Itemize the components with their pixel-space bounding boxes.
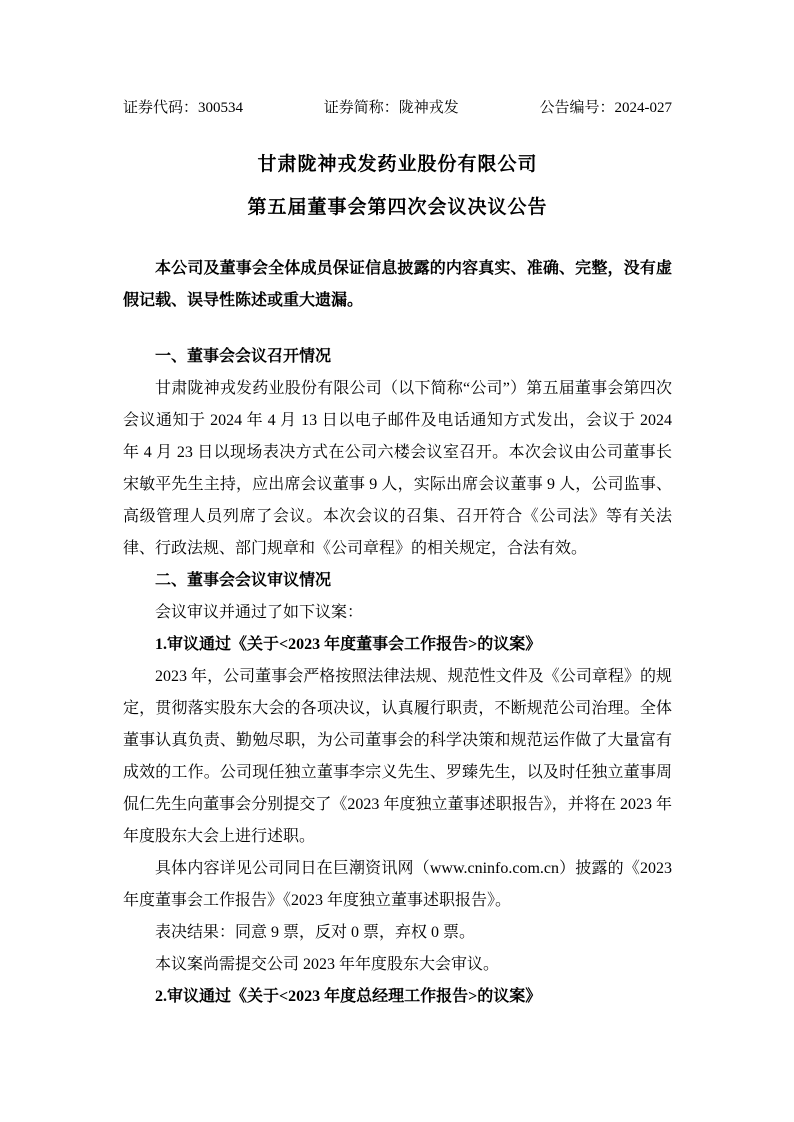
- proposal-2-heading: 2.审议通过《关于<2023 年度总经理工作报告>的议案》: [155, 988, 542, 1005]
- review-intro-paragraph: 会议审议并通过了如下议案：: [155, 604, 364, 621]
- stock-code-label: 证券代码：300534: [123, 100, 244, 116]
- proposal-1-disclosure-paragraph: 具体内容详见公司同日在巨潮资讯网（www.cninfo.com.cn）披露的《2023 年度董事会工作报告》《2023 年度独立董事述职报告》。: [123, 860, 672, 909]
- meeting-convening-paragraph: 甘肃陇神戎发药业股份有限公司（以下简称“公司”）第五届董事会第四次会议通知于 2024 年 4 月 13 日以电子邮件及电话通知方式发出，会议于 2024 年 4 月 23 日以现场表决方式在公司六楼会议室召开。本次会议由公司董事长宋敏平先生主持，应出席会议董事 9 人，实际出席会议董事 9 人，公司监事、高级管理人员列席了会议。本次会议的召集、召开符合《公司法》等有关法律、行政法规、部门规章和《公司章程》的相关规定，合法有效。: [123, 380, 672, 557]
- disclosure-statement: 本公司及董事会全体成员保证信息披露的内容真实、准确、完整，没有虚假记载、误导性陈述或重大遗漏。: [123, 260, 672, 309]
- proposal-1-heading: 1.审议通过《关于<2023 年度董事会工作报告>的议案》: [155, 636, 542, 653]
- document-header: [123, 96, 672, 117]
- proposal-1-description-paragraph: 2023 年，公司董事会严格按照法律法规、规范性文件及《公司章程》的规定，贯彻落实股东大会的各项决议，认真履行职责，不断规范公司治理。全体董事认真负责、勤勉尽职，为公司董事会的科学决策和规范运作做了大量富有成效的工作。公司现任独立董事李宗义先生、罗臻先生，以及时任独立董事周侃仁先生向董事会分别提交了《2023 年度独立董事述职报告》，并将在 2023 年年度股东大会上进行述职。: [123, 668, 672, 845]
- stock-name-label: 证券简称：陇神戎发: [323, 100, 459, 116]
- proposal-1-submission-note: 本议案尚需提交公司 2023 年年度股东大会审议。: [155, 956, 500, 973]
- section-2-heading: 二、董事会会议审议情况: [155, 572, 332, 589]
- section-1-heading: 一、董事会会议召开情况: [155, 348, 332, 365]
- company-title: 甘肃陇神戎发药业股份有限公司: [257, 154, 538, 175]
- announcement-number-label: 公告编号：2024-027: [539, 100, 672, 116]
- document-title: 第五届董事会第四次会议决议公告: [247, 197, 548, 218]
- proposal-1-vote-result: 表决结果：同意 9 票，反对 0 票，弃权 0 票。: [155, 924, 476, 941]
